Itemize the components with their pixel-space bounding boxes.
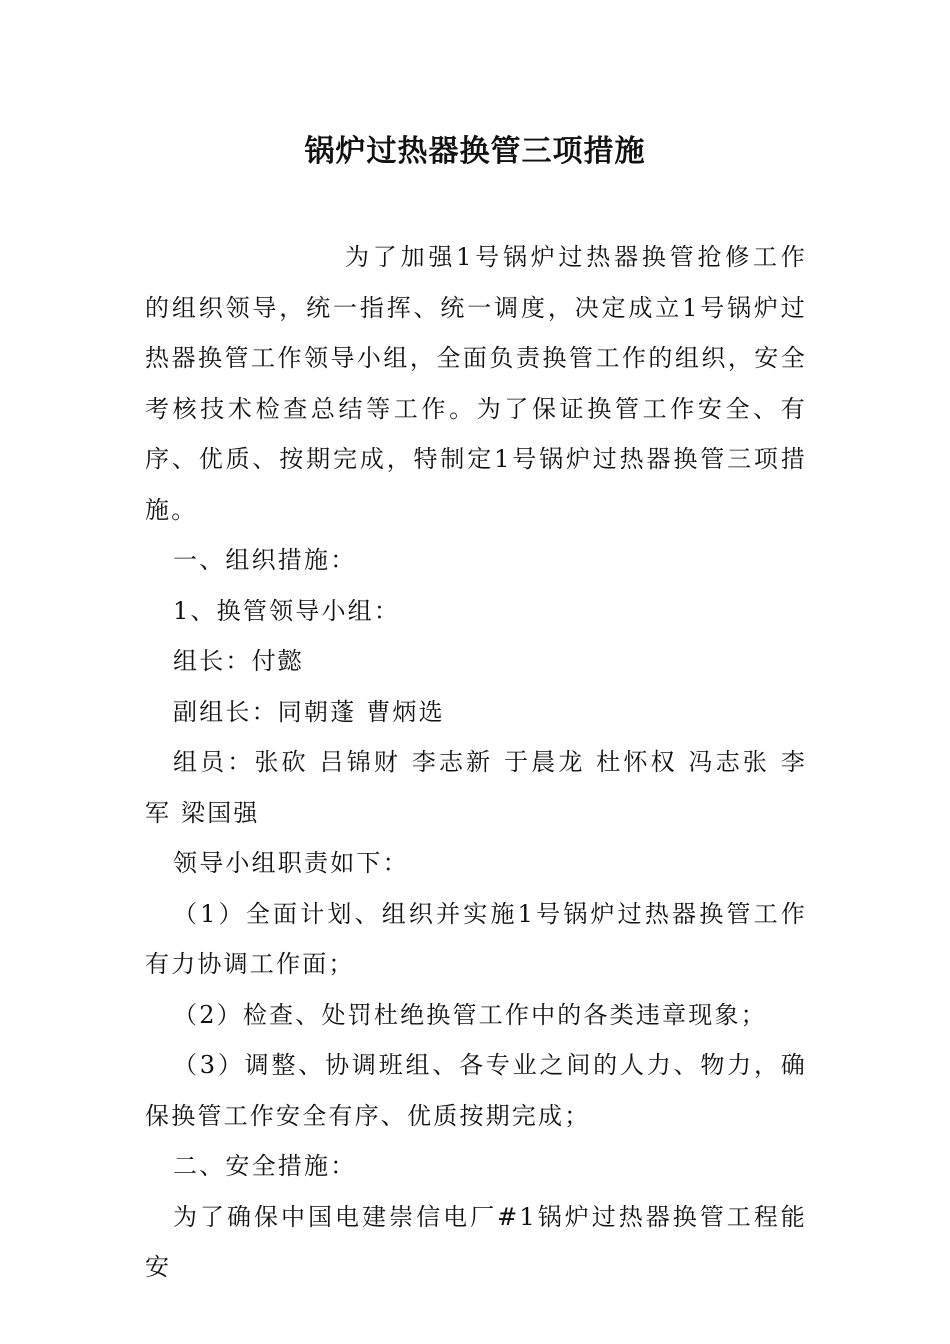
responsibility-item-3: （3）调整、协调班组、各专业之间的人力、物力，确保换管工作安全有序、优质按期完成； [145, 1051, 807, 1130]
group-members: 组员：张砍 吕锦财 李志新 于晨龙 杜怀权 冯志张 李军 梁国强 [145, 748, 807, 827]
heading-safety-measures: 二、安全措施： [173, 1152, 357, 1180]
subheading-leadership-group: 1、换管领导小组： [173, 596, 401, 625]
document-body [145, 232, 807, 1293]
paragraph-safety-intro: 为了确保中国电建崇信电厂#1锅炉过热器换管工程能安 [145, 1202, 807, 1281]
deputy-leaders: 副组长：同朝蓬 曹炳选 [173, 697, 445, 726]
document-title: 锅炉过热器换管三项措施 [304, 134, 646, 169]
paragraph-intro: 为了加强1号锅炉过热器换管抢修工作的组织领导，统一指挥、统一调度，决定成立1号锅炉过热器换管工作领导小组，全面负责换管工作的组织，安全考核技术检查总结等工作。为了保证换管工作安全、有序、优质、按期完成，特制定1号锅炉过热器换管三项措施。 [145, 243, 807, 524]
responsibility-item-2: （2）检查、处罚杜绝换管工作中的各类违章现象； [173, 1000, 767, 1029]
responsibility-item-1: （1）全面计划、组织并实施1号锅炉过热器换管工作有力协调工作面； [145, 899, 807, 978]
responsibilities-heading: 领导小组职责如下： [173, 849, 409, 877]
group-leader: 组长：付懿 [173, 647, 304, 675]
heading-organization-measures: 一、组织措施： [173, 546, 357, 574]
